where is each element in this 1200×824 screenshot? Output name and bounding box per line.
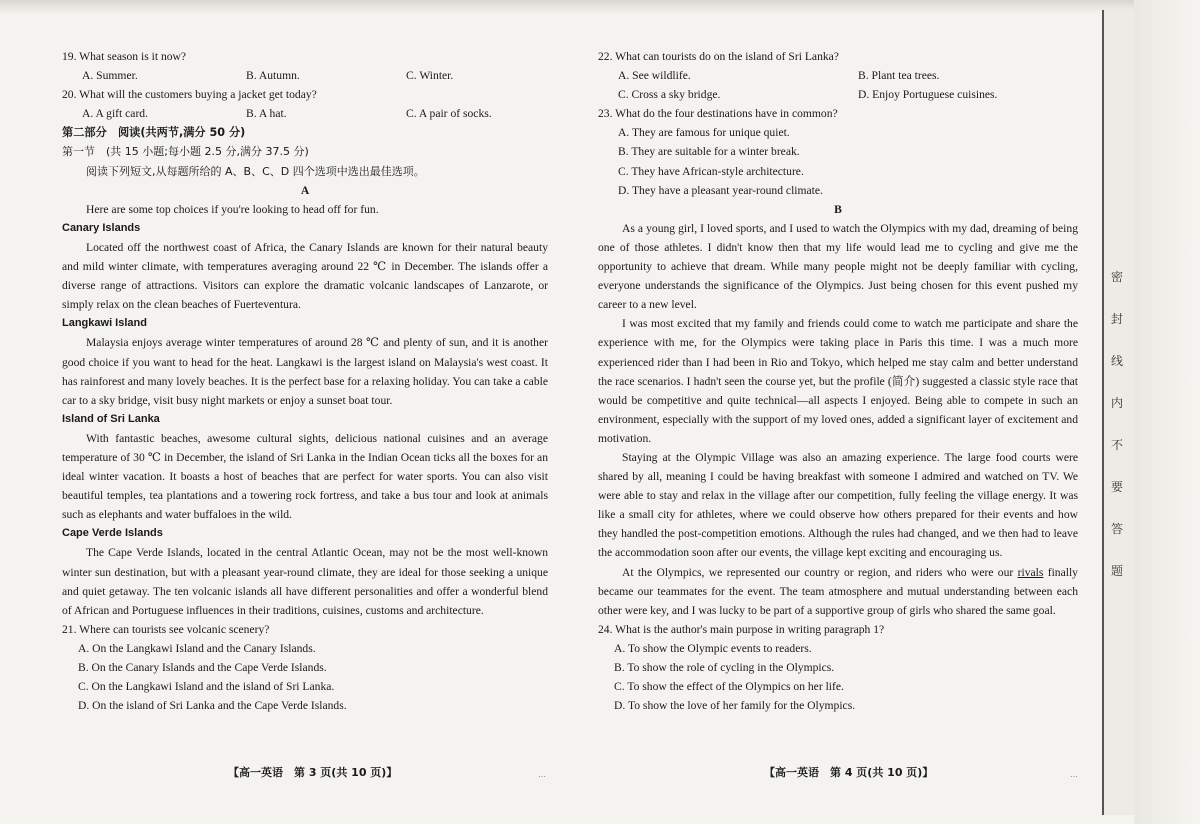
q21-option-b: B. On the Canary Islands and the Cape Verde Islands.	[78, 661, 327, 674]
seal-char: 不	[1110, 438, 1123, 452]
capeverde-heading: Cape Verde Islands	[62, 527, 163, 540]
q21-option-d: D. On the island of Sri Lanka and the Cape Verde Islands.	[78, 699, 347, 713]
q22-options-row2	[598, 85, 1078, 104]
langkawi-heading: Langkawi Island	[62, 317, 147, 330]
q22-option-a: A. See wildlife.	[618, 69, 691, 83]
passage-b-paragraph-2: I was most excited that my family and friends could come to watch me participate and share the experience with me, for the Olympics were taking place in Paris this time. I was a much more experienced rider than I had been in Rio and Tokyo, which helped me stay calm and better understand the race scenarios. I hadn't seen the course yet, but the profile (简介) suggested a classic style race that would be competitive and quite technical—all aspects I enjoyed. Being able to compete in such an environment, especially with the support of my loved ones, added a significant layer of excitement and motivation.	[598, 317, 1078, 445]
page-top-edge	[0, 0, 1200, 14]
reading-instruction: 阅读下列短文,从每题所给的 A、B、C、D 四个选项中选出最佳选项。	[86, 164, 425, 178]
q23-option-a: A. They are famous for unique quiet.	[618, 126, 790, 140]
q22-option-c: C. Cross a sky bridge.	[618, 88, 721, 102]
passage-b-label: B	[834, 202, 842, 216]
q20-option-c: C. A pair of socks.	[406, 107, 492, 121]
seal-char: 题	[1110, 564, 1123, 578]
q24-option-c: C. To show the effect of the Olympics on her life.	[614, 680, 844, 694]
q24-option-b: B. To show the role of cycling in the Olympics.	[614, 661, 835, 674]
q23-option-d: D. They have a pleasant year-round climate.	[618, 183, 823, 197]
srilanka-text: With fantastic beaches, awesome cultural sights, delicious national cuisines and an average temperature of 30 ℃ in December, the island of Sri Lanka in the Indian Ocean ticks all the boxes for an ideal winter vacation. It boasts a host of beaches that are perfect for water sports. You can also visit beautiful temples, tea plantations and a towering rock fortress, and take a bus tour and look at animals such as elephants and water buffaloes in the wild.	[62, 431, 548, 522]
q23-option-c: C. They have African-style architecture.	[618, 164, 804, 178]
page-mark-right: …	[1070, 770, 1078, 779]
q22-stem: 22. What can tourists do on the island of Sri Lanka?	[598, 50, 839, 63]
q19-stem: 19. What season is it now?	[62, 50, 187, 63]
p4-before: At the Olympics, we represented our country or region, and riders who were our	[622, 565, 1018, 579]
seal-char: 要	[1110, 480, 1123, 494]
q20-option-a: A. A gift card.	[82, 107, 149, 121]
left-page-column	[62, 47, 548, 715]
q21-stem: 21. Where can tourists see volcanic scenery?	[62, 622, 270, 636]
q24-option-d: D. To show the love of her family for the Olympics.	[614, 699, 856, 713]
q21-option-c: C. On the Langkawi Island and the island of Sri Lanka.	[78, 680, 335, 694]
q19-option-a: A. Summer.	[82, 69, 138, 83]
seal-line-text	[1108, 270, 1126, 606]
q24-stem: 24. What is the author's main purpose in writing paragraph 1?	[598, 622, 885, 636]
q22-options-row1	[598, 66, 1078, 85]
passage-b-paragraph-1: As a young girl, I loved sports, and I used to watch the Olympics with my dad, dreaming of being one of those athletes. I didn't know then that my life would lead me to cycling and give me the opportunity to achieve that dream. While many people might not be deeply familiar with cycling, everyone understands the significance of the Olympics. Just being chosen for this event pushed my career to a new level.	[598, 221, 1078, 312]
q24-option-a: A. To show the Olympic events to readers.	[614, 641, 812, 655]
p4-after: finally became our teammates for the event. The team atmosphere and mutual understanding between each other were key, and I was lucky to be part of a supportive group of girls who shared the same goal.	[598, 565, 1078, 617]
q20-options	[62, 104, 548, 123]
canary-heading: Canary Islands	[62, 221, 141, 234]
seal-char: 密	[1110, 270, 1123, 284]
canary-text: Located off the northwest coast of Africa, the Canary Islands are known for their natural beauty and mild winter climate, with temperatures averaging around 22 ℃ in December. The islands offer a diverse range of attractions. Visitors can explore the dramatic volcanic landscapes of Lanzarote, or simply relax on the clean beaches of Fuerteventura.	[62, 240, 548, 312]
langkawi-text: Malaysia enjoys average winter temperatures of around 28 ℃ and plenty of sun, and it is another good choice if you want to head for the heat. Langkawi is the largest island on Malaysia's west coast. It has rainforest and many lovely beaches. It is the perfect base for a relaxing holiday. You can take a cable car to a sky bridge, visit busy night markets or enjoy a sunset boat tour.	[62, 336, 548, 407]
q20-option-b: B. A hat.	[246, 107, 287, 121]
part2-title: 第二部分 阅读(共两节,满分 50 分)	[62, 126, 246, 140]
capeverde-text: The Cape Verde Islands, located in the central Atlantic Ocean, may not be the most well-known winter sun destination, but with a pleasant year-round climate, they are ideal for those seeking a unique and quiet getaway. The ten volcanic islands all have different personalities and offer a wonderful blend of African and Portuguese influences in their traditions, cuisines, customs and architecture.	[62, 546, 548, 617]
page-mark: …	[538, 770, 546, 779]
passage-b-paragraph-4	[598, 563, 1078, 620]
seal-char: 封	[1110, 312, 1123, 326]
seal-char: 答	[1110, 522, 1123, 536]
seal-char: 内	[1110, 396, 1123, 410]
passage-a-intro: Here are some top choices if you're looking to head off for fun.	[86, 202, 379, 216]
right-page-column	[598, 47, 1078, 715]
q22-option-d: D. Enjoy Portuguese cuisines.	[858, 88, 998, 102]
q22-option-b: B. Plant tea trees.	[858, 69, 940, 83]
q23-option-b: B. They are suitable for a winter break.	[618, 145, 800, 159]
section1-title: 第一节 (共 15 小题;每小题 2.5 分,满分 37.5 分)	[62, 145, 309, 159]
passage-b-paragraph-3: Staying at the Olympic Village was also an amazing experience. The large food courts were shared by all, meaning I could be having breakfast with someone I admired and watched on TV. We were able to stay and relax in the village after our competition, fully feeling the village energy. It was like a small city for athletes, where we could observe how others prepared for their events and how they handled the post-competition emotions. Although the rules had changed, and we then had to leave the accommodation soon after our events, the village kept exciting and encouraging us.	[598, 450, 1078, 560]
q20-stem: 20. What will the customers buying a jacket get today?	[62, 88, 317, 102]
left-page-footer: 【高一英语 第 3 页(共 10 页)】	[228, 766, 398, 779]
passage-a-label: A	[300, 183, 310, 197]
q23-stem: 23. What do the four destinations have in common?	[598, 107, 838, 121]
underlined-word-rivals: rivals	[1017, 565, 1044, 579]
q19-options	[62, 66, 548, 85]
seal-char: 线	[1110, 354, 1123, 368]
right-page-footer: 【高一英语 第 4 页(共 10 页)】	[764, 766, 934, 779]
srilanka-heading: Island of Sri Lanka	[62, 412, 160, 425]
page-right-margin	[1134, 0, 1200, 824]
q19-option-b: B. Autumn.	[246, 69, 300, 83]
q19-option-c: C. Winter.	[406, 69, 454, 83]
q21-option-a: A. On the Langkawi Island and the Canary Islands.	[78, 641, 316, 655]
